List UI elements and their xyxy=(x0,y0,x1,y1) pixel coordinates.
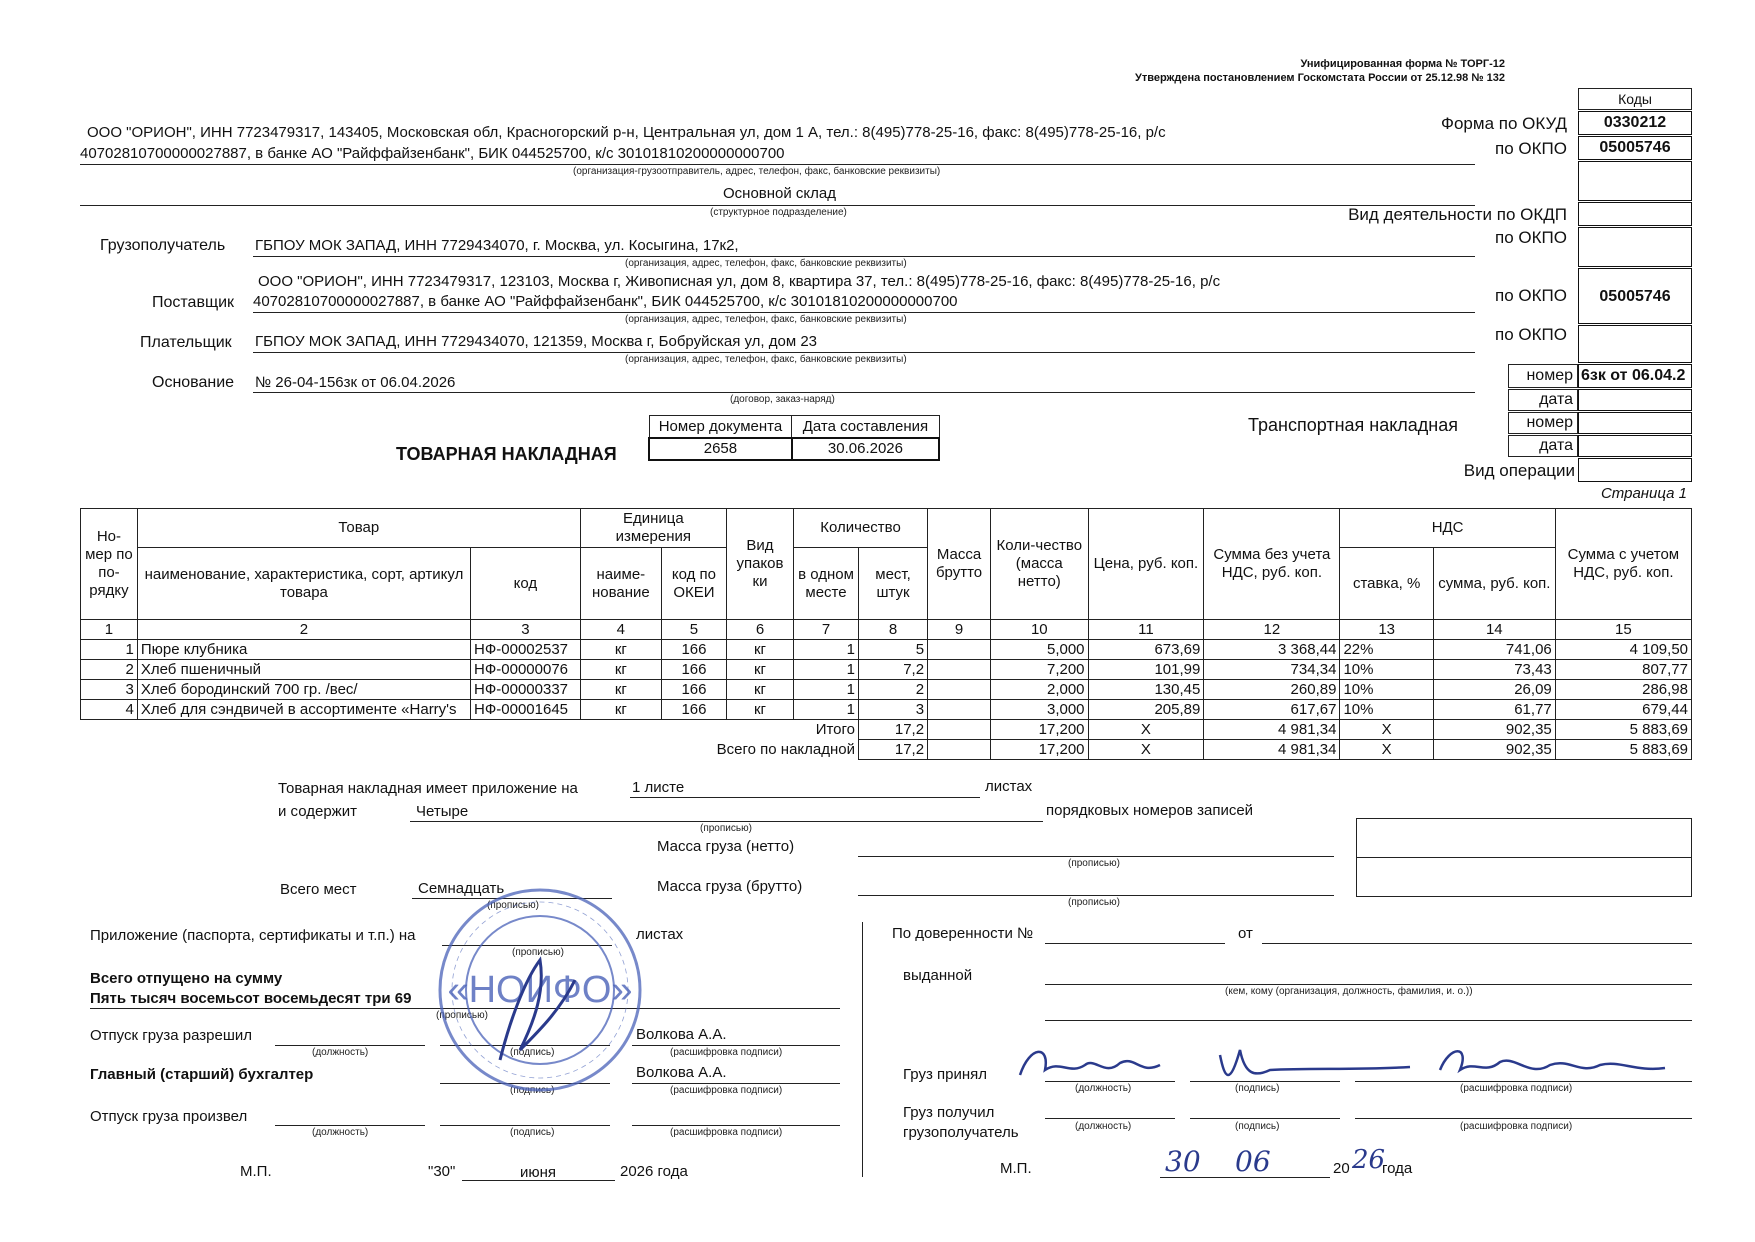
vsego-places: 17,2 xyxy=(859,740,928,760)
hand-year: 26 xyxy=(1352,1145,1386,1175)
payer-value: ГБПОУ МОК ЗАПАД, ИНН 7729434070, 121359, Москва г, Бобруйская ул, дом 23 xyxy=(255,333,818,350)
h-okei: код по ОКЕИ xyxy=(661,548,726,620)
col-number: 1 xyxy=(81,620,138,640)
caption-signature: (подпись) xyxy=(1235,1121,1280,1132)
caption-signature: (подпись) xyxy=(510,1047,555,1058)
row-unit: кг xyxy=(580,640,661,660)
vsego-rate: X xyxy=(1340,740,1433,760)
itogo-total: 5 883,69 xyxy=(1555,720,1691,740)
col-number: 6 xyxy=(726,620,793,640)
col-number: 13 xyxy=(1340,620,1433,640)
row-total: 679,44 xyxy=(1555,700,1691,720)
h-vat: НДС xyxy=(1340,509,1555,548)
itogo-vat: 902,35 xyxy=(1433,720,1555,740)
records-label: порядковых номеров записей xyxy=(1046,802,1254,819)
row-rate: 10% xyxy=(1340,700,1433,720)
caption-position: (должность) xyxy=(312,1127,369,1138)
col-number: 14 xyxy=(1433,620,1555,640)
stamp-center: «НОИФО» xyxy=(447,969,633,1011)
consignee-value: ГБПОУ МОК ЗАПАД, ИНН 7729434070, г. Москва, ул. Косыгина, 17к2, xyxy=(255,237,739,254)
row-places: 5 xyxy=(859,640,928,660)
doc-date: 30.06.2026 xyxy=(792,438,939,460)
places-label: Всего мест xyxy=(280,881,357,898)
okpo-payer-code xyxy=(1578,325,1692,363)
basis-number-code: 6зк от 06.04.2 xyxy=(1578,364,1692,388)
caption-decode: (расшифровка подписи) xyxy=(670,1085,783,1096)
row-price: 205,89 xyxy=(1088,700,1204,720)
h-pack: Вид упаков ки xyxy=(726,509,793,620)
supplier-line2: 40702810700000027887, в банке АО "Райффайзенбанк", БИК 044525700, к/с 30101810200000000700 xyxy=(253,293,958,310)
column-numbers-row xyxy=(81,620,1692,640)
row-in-one: 1 xyxy=(794,640,859,660)
col-number: 3 xyxy=(471,620,581,640)
col-number: 9 xyxy=(928,620,991,640)
signer1: Волкова А.А. xyxy=(636,1026,727,1043)
total-label: Всего отпущено на сумму xyxy=(90,970,283,987)
table-row xyxy=(81,700,1692,720)
row-okei: 166 xyxy=(661,680,726,700)
row-pack: кг xyxy=(726,700,793,720)
supplier-caption: (организация, адрес, телефон, факс, банковские реквизиты) xyxy=(625,314,907,325)
row-vat: 73,43 xyxy=(1433,660,1555,680)
row-pack: кг xyxy=(726,640,793,660)
operation-code xyxy=(1578,458,1692,482)
col-number: 10 xyxy=(991,620,1089,640)
chief-accountant-label: Главный (старший) бухгалтер xyxy=(90,1066,314,1083)
h-name: наименование, характеристика, сорт, артикул товара xyxy=(137,548,470,620)
caption-decode: (расшифровка подписи) xyxy=(670,1127,783,1138)
h-gross: Масса брутто xyxy=(928,509,991,620)
net-mass-box xyxy=(1356,818,1692,858)
col-number: 2 xyxy=(137,620,470,640)
row-okei: 166 xyxy=(661,660,726,680)
okpo-label-supplier: по ОКПО xyxy=(1495,286,1567,305)
okpo-label-consignee: по ОКПО xyxy=(1495,228,1567,247)
attach-sheets: листах xyxy=(985,778,1033,795)
row-sum: 3 368,44 xyxy=(1204,640,1340,660)
okdp-label: Вид деятельности по ОКДП xyxy=(1348,205,1567,224)
itogo-sum: 4 981,34 xyxy=(1204,720,1340,740)
row-name: Хлеб бородинский 700 гр. /вес/ xyxy=(137,680,470,700)
h-net: Коли-чество (масса нетто) xyxy=(991,509,1089,620)
row-price: 130,45 xyxy=(1088,680,1204,700)
basis-number-label: номер xyxy=(1508,364,1578,388)
col-number: 12 xyxy=(1204,620,1340,640)
vsego-net: 17,200 xyxy=(991,740,1089,760)
h-rate: ставка, % xyxy=(1340,548,1433,620)
row-sum: 260,89 xyxy=(1204,680,1340,700)
vsego-sum: 4 981,34 xyxy=(1204,740,1340,760)
row-gross xyxy=(928,680,991,700)
cargo-received-label: Груз получил xyxy=(903,1104,995,1121)
okud-code: 0330212 xyxy=(1578,111,1692,135)
row-name: Пюре клубника xyxy=(137,640,470,660)
codes-header: Коды xyxy=(1578,88,1692,110)
row-net: 5,000 xyxy=(991,640,1089,660)
row-no: 1 xyxy=(81,640,138,660)
row-total: 4 109,50 xyxy=(1555,640,1691,660)
itogo-price: X xyxy=(1088,720,1204,740)
total-words: Пять тысяч восемьсот восемьдесят три 69 xyxy=(90,990,412,1007)
vsego-price: X xyxy=(1088,740,1204,760)
row-price: 673,69 xyxy=(1088,640,1204,660)
h-vat-sum: сумма, руб. коп. xyxy=(1433,548,1555,620)
basis-label: Основание xyxy=(152,374,235,391)
row-vat: 26,09 xyxy=(1433,680,1555,700)
release-allowed-label: Отпуск груза разрешил xyxy=(90,1027,252,1044)
shipper-line1: ООО "ОРИОН", ИНН 7723479317, 143405, Московская обл, Красногорский р-н, Центральная ул, дом 1 А, тел.: 8(495)778-25-16, факс: 8(495)778-25-16, р/с xyxy=(87,124,1166,141)
row-rate: 22% xyxy=(1340,640,1433,660)
basis-caption: (договор, заказ-наряд) xyxy=(730,394,835,405)
okdp-code xyxy=(1578,202,1692,226)
proxy-label: По доверенности № xyxy=(892,925,1034,942)
places-caption: (прописью) xyxy=(487,900,539,911)
gross-mass-box xyxy=(1356,857,1692,897)
row-gross xyxy=(928,660,991,680)
caption-signature: (подпись) xyxy=(510,1127,555,1138)
issued-label: выданной xyxy=(903,967,973,984)
total-caption: (прописью) xyxy=(436,1010,488,1021)
gross-mass-label: Масса груза (брутто) xyxy=(657,878,803,895)
form-title: Унифицированная форма № ТОРГ-12 xyxy=(1300,58,1505,70)
appendix-label: Приложение (паспорта, сертификаты и т.п.) на xyxy=(90,927,416,944)
row-unit: кг xyxy=(580,660,661,680)
row-code: НФ-00000337 xyxy=(471,680,581,700)
row-gross xyxy=(928,640,991,660)
date-day: "30" xyxy=(428,1163,456,1180)
supplier-label: Поставщик xyxy=(152,294,235,311)
from-label: от xyxy=(1238,925,1253,942)
payer-label: Плательщик xyxy=(140,334,232,351)
caption-decode: (расшифровка подписи) xyxy=(1460,1121,1573,1132)
transport-number-code xyxy=(1578,412,1692,434)
row-places: 3 xyxy=(859,700,928,720)
row-vat: 741,06 xyxy=(1433,640,1555,660)
h-no: Но-мер по по-рядку xyxy=(81,509,138,620)
okpo-label-shipper: по ОКПО xyxy=(1495,139,1567,158)
basis-date-code xyxy=(1578,389,1692,411)
h-places: мест, штук xyxy=(859,548,928,620)
okpo-supplier-code: 05005746 xyxy=(1578,268,1692,324)
shipper-caption: (организация-грузоотправитель, адрес, телефон, факс, банковские реквизиты) xyxy=(573,166,941,177)
caption-decode: (расшифровка подписи) xyxy=(1460,1083,1573,1094)
col-number: 5 xyxy=(661,620,726,640)
row-net: 2,000 xyxy=(991,680,1089,700)
col-number: 4 xyxy=(580,620,661,640)
row-pack: кг xyxy=(726,660,793,680)
row-sum: 734,34 xyxy=(1204,660,1340,680)
signature-decode xyxy=(1420,1040,1680,1090)
vsego-gross xyxy=(928,740,991,760)
vsego-vat: 902,35 xyxy=(1433,740,1555,760)
attach-value: 1 листе xyxy=(632,779,685,796)
h-unit: Единица измерения xyxy=(580,509,726,548)
caption-position: (должность) xyxy=(1075,1121,1132,1132)
row-rate: 10% xyxy=(1340,680,1433,700)
row-okei: 166 xyxy=(661,700,726,720)
col-number: 7 xyxy=(794,620,859,640)
attach-label: Товарная накладная имеет приложение на xyxy=(278,780,578,797)
itogo-rate: X xyxy=(1340,720,1433,740)
contains-caption: (прописью) xyxy=(700,823,752,834)
h-goods: Товар xyxy=(137,509,580,548)
row-gross xyxy=(928,700,991,720)
itogo-gross xyxy=(928,720,991,740)
caption-position: (должность) xyxy=(1075,1083,1132,1094)
page-number: Страница 1 xyxy=(1600,485,1687,502)
col-number: 8 xyxy=(859,620,928,640)
contains-label: и содержит xyxy=(278,803,357,820)
row-code: НФ-00000076 xyxy=(471,660,581,680)
row-price: 101,99 xyxy=(1088,660,1204,680)
hand-month: 06 xyxy=(1235,1145,1271,1178)
document-title: ТОВАРНАЯ НАКЛАДНАЯ xyxy=(396,444,617,464)
h-sum-vat: Сумма с учетом НДС, руб. коп. xyxy=(1555,509,1691,620)
row-net: 7,200 xyxy=(991,660,1089,680)
doc-date-header: Дата составления xyxy=(792,416,939,438)
release-done-label: Отпуск груза произвел xyxy=(90,1108,248,1125)
table-row xyxy=(81,680,1692,700)
issued-caption: (кем, кому (организация, должность, фамилия, и. о.)) xyxy=(1225,986,1473,997)
signer2: Волкова А.А. xyxy=(636,1064,727,1081)
h-code: код xyxy=(471,548,581,620)
supplier-line1: ООО "ОРИОН", ИНН 7723479317, 123103, Москва г, Живописная ул, дом 8, квартира 37, тел.: 8(495)778-25-16, факс: 8(495)778-25-16, р/с xyxy=(258,273,1221,290)
okpo-blank-1 xyxy=(1578,161,1692,201)
row-total: 286,98 xyxy=(1555,680,1691,700)
okpo-label-payer: по ОКПО xyxy=(1495,325,1567,344)
col-number: 11 xyxy=(1088,620,1204,640)
row-places: 2 xyxy=(859,680,928,700)
hand-year-prefix: 20 xyxy=(1333,1160,1350,1177)
row-unit: кг xyxy=(580,700,661,720)
vsego-total: 5 883,69 xyxy=(1555,740,1691,760)
division-caption: (структурное подразделение) xyxy=(710,207,847,218)
okpo-consignee-code xyxy=(1578,227,1692,267)
row-no: 3 xyxy=(81,680,138,700)
itogo-places: 17,2 xyxy=(859,720,928,740)
basis-value: № 26-04-156зк от 06.04.2026 xyxy=(255,374,456,391)
basis-date-label: дата xyxy=(1508,389,1578,411)
row-in-one: 1 xyxy=(794,700,859,720)
h-sum-novat: Сумма без учета НДС, руб. коп. xyxy=(1204,509,1340,620)
row-places: 7,2 xyxy=(859,660,928,680)
caption-signature: (подпись) xyxy=(510,1085,555,1096)
transport-date-label: дата xyxy=(1508,435,1578,457)
itogo-label: Итого xyxy=(81,720,859,740)
shipper-line2: 40702810700000027887, в банке АО "Райффайзенбанк", БИК 044525700, к/с 30101810200000000700 xyxy=(80,145,785,162)
itogo-row xyxy=(81,720,1692,740)
cargo-accepted-label: Груз принял xyxy=(903,1066,988,1083)
document-number-table xyxy=(648,415,940,461)
signature-left xyxy=(480,940,590,1080)
h-in-one: в одном месте xyxy=(794,548,859,620)
payer-caption: (организация, адрес, телефон, факс, банковские реквизиты) xyxy=(625,354,907,365)
okud-label: Форма по ОКУД xyxy=(1441,114,1567,133)
row-total: 807,77 xyxy=(1555,660,1691,680)
consignee-label: Грузополучатель xyxy=(100,237,226,254)
row-rate: 10% xyxy=(1340,660,1433,680)
row-pack: кг xyxy=(726,680,793,700)
net-mass-caption: (прописью) xyxy=(1068,858,1120,869)
appendix-sheets: листах xyxy=(636,926,684,943)
row-name: Хлеб для сэндвичей в ассортименте «Harry's xyxy=(137,700,470,720)
vsego-label: Всего по накладной xyxy=(716,741,855,758)
row-unit: кг xyxy=(580,680,661,700)
vsego-row xyxy=(81,740,1692,760)
row-no: 2 xyxy=(81,660,138,680)
places-value: Семнадцать xyxy=(418,880,505,897)
consignee-caption: (организация, адрес, телефон, факс, банковские реквизиты) xyxy=(625,258,907,269)
appendix-caption: (прописью) xyxy=(512,947,564,958)
date-month: июня xyxy=(520,1164,557,1181)
form-approval: Утверждена постановлением Госкомстата России от 25.12.98 № 132 xyxy=(1135,72,1505,84)
row-in-one: 1 xyxy=(794,680,859,700)
h-price: Цена, руб. коп. xyxy=(1088,509,1204,620)
row-no: 4 xyxy=(81,700,138,720)
division-value: Основной склад xyxy=(723,185,837,202)
mp-left: М.П. xyxy=(240,1163,272,1180)
caption-decode: (расшифровка подписи) xyxy=(670,1047,783,1058)
row-code: НФ-00002537 xyxy=(471,640,581,660)
transport-number-label: номер xyxy=(1508,412,1578,434)
row-name: Хлеб пшеничный xyxy=(137,660,470,680)
hand-day: 30 xyxy=(1165,1145,1201,1178)
transport-date-code xyxy=(1578,435,1692,457)
okpo-code-shipper: 05005746 xyxy=(1578,136,1692,160)
gross-mass-caption: (прописью) xyxy=(1068,897,1120,908)
h-qty: Количество xyxy=(794,509,928,548)
col-number: 15 xyxy=(1555,620,1691,640)
net-mass-label: Масса груза (нетто) xyxy=(657,838,795,855)
contains-value: Четыре xyxy=(416,803,469,820)
caption-position: (должность) xyxy=(312,1047,369,1058)
date-year: 2026 года xyxy=(620,1163,688,1180)
h-unit-name: наиме-нование xyxy=(580,548,661,620)
consignee-word: грузополучатель xyxy=(903,1124,1019,1141)
caption-signature: (подпись) xyxy=(1235,1083,1280,1094)
row-vat: 61,77 xyxy=(1433,700,1555,720)
row-net: 3,000 xyxy=(991,700,1089,720)
row-code: НФ-00001645 xyxy=(471,700,581,720)
row-sum: 617,67 xyxy=(1204,700,1340,720)
doc-number: 2658 xyxy=(649,438,792,460)
hand-year-suffix: года xyxy=(1382,1160,1413,1177)
table-row xyxy=(81,660,1692,680)
mp-right: М.П. xyxy=(1000,1160,1032,1177)
doc-number-header: Номер документа xyxy=(649,416,792,438)
row-in-one: 1 xyxy=(794,660,859,680)
table-row xyxy=(81,640,1692,660)
transport-label: Транспортная накладная xyxy=(1248,415,1459,435)
itogo-net: 17,200 xyxy=(991,720,1089,740)
goods-table xyxy=(80,508,1692,760)
signature-receiver xyxy=(1010,1035,1430,1095)
operation-label: Вид операции xyxy=(1463,461,1575,480)
row-okei: 166 xyxy=(661,640,726,660)
